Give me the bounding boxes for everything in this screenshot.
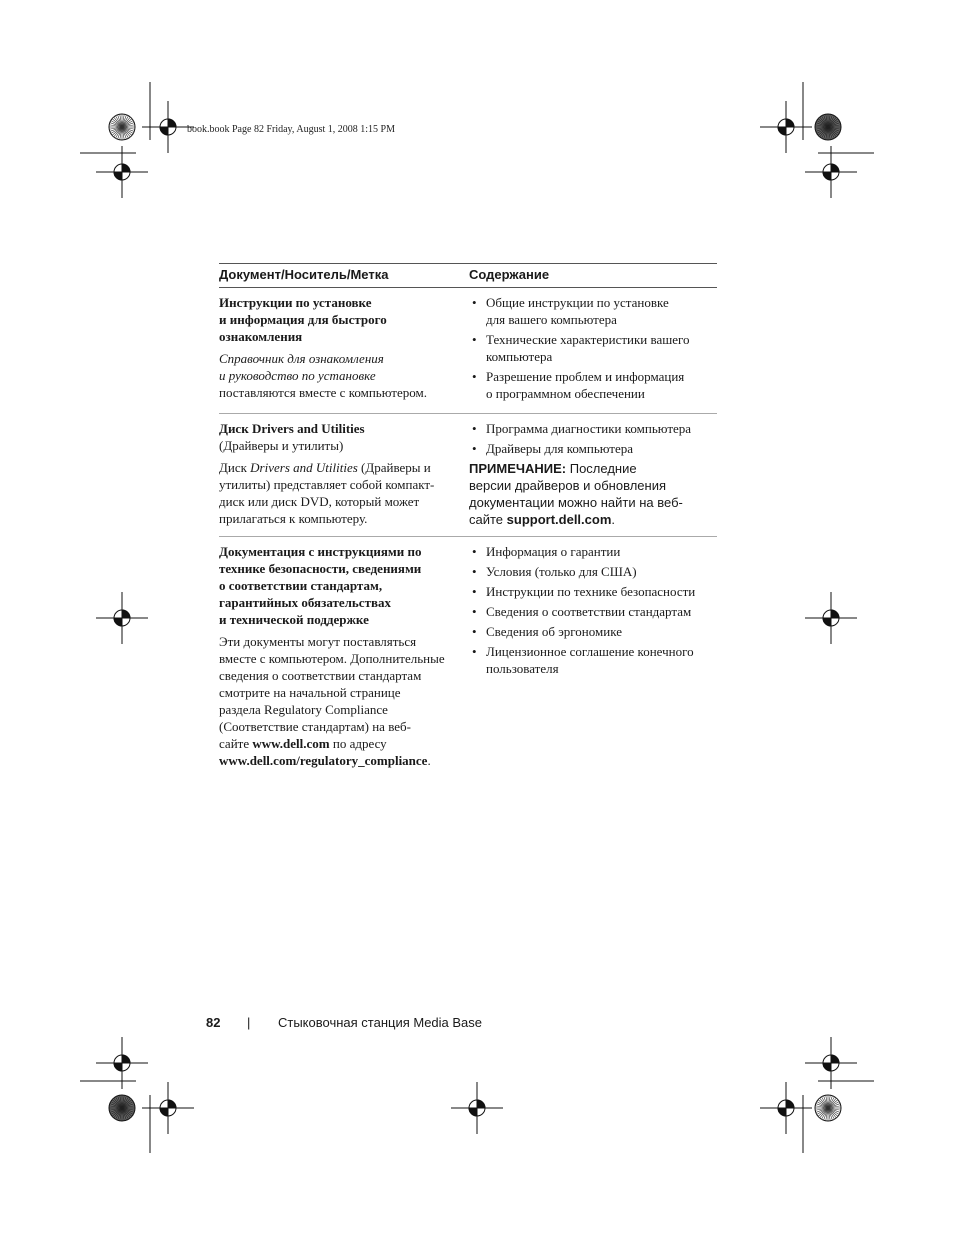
registration-mark-icon	[760, 101, 812, 153]
registration-mark-icon	[96, 146, 148, 198]
list-item: • Технические характеристики вашего компьютера	[472, 332, 690, 364]
document-cell	[219, 288, 469, 414]
note-block: ПРИМЕЧАНИЕ: Последние версии драйверов и обновления документации можно найти на веб- сайте support.dell.com.	[469, 461, 683, 527]
list-item: • Лицензионное соглашение конечного пользователя	[472, 644, 694, 676]
bullet-icon: •	[472, 421, 477, 436]
note-text: Последние версии драйверов и обновления документации можно найти на веб- сайте	[469, 461, 683, 527]
document-cell	[219, 414, 469, 537]
document-table	[219, 263, 717, 777]
footer-separator: |	[247, 1015, 251, 1030]
color-target-icon	[109, 114, 135, 140]
list-item: • Инструкции по технике безопасности	[472, 584, 696, 599]
contents-cell	[469, 537, 717, 778]
bullet-icon: •	[472, 369, 477, 384]
document-title: Инструкции по установке и информация для быстрого ознакомления	[219, 295, 387, 344]
contents-list	[469, 420, 717, 457]
contents-cell	[469, 288, 717, 414]
contents-list	[469, 294, 717, 402]
note-label: ПРИМЕЧАНИЕ:	[469, 461, 567, 476]
document-description	[219, 350, 469, 401]
bullet-icon: •	[472, 584, 477, 599]
table-row	[219, 537, 717, 778]
document-title: Документация с инструкциями по технике безопасности, сведениями о соответствии стандартам, гарантийных обязательствах и технической поддержке	[219, 544, 422, 627]
list-item: • Сведения об эргономике	[472, 624, 622, 639]
bullet-icon: •	[472, 332, 477, 347]
list-item: • Информация о гарантии	[472, 544, 621, 559]
description-italic: Drivers and Utilities	[250, 460, 358, 475]
bullet-icon: •	[472, 295, 477, 310]
contents-list	[469, 543, 717, 677]
list-item: • Драйверы для компьютера	[472, 441, 634, 456]
support-link[interactable]: support.dell.com	[506, 512, 612, 527]
color-target-icon	[109, 1095, 135, 1121]
document-title: Диск Drivers and Utilities	[219, 421, 365, 436]
footer-title: Стыковочная станция Media Base	[278, 1015, 483, 1030]
table-header-row	[219, 264, 717, 288]
page-number: 82	[206, 1015, 221, 1030]
list-item: • Общие инструкции по установке для вашего компьютера	[472, 295, 669, 327]
bullet-icon: •	[472, 544, 477, 559]
bullet-icon: •	[472, 624, 477, 639]
column-header-document: Документ/Носитель/Метка	[219, 264, 469, 288]
color-target-icon	[815, 114, 841, 140]
column-header-contents: Содержание	[469, 264, 717, 288]
slug-line: book.book Page 82 Friday, August 1, 2008 1:15 PM	[187, 124, 395, 135]
registration-mark-icon	[805, 146, 857, 198]
dell-link[interactable]: www.dell.com	[252, 736, 330, 751]
table-row	[219, 414, 717, 537]
registration-mark-icon	[96, 592, 148, 644]
list-item: • Условия (только для США)	[472, 564, 637, 579]
document-description: Эти документы могут поставляться вместе с компьютером. Дополнительные сведения о соответствии стандартам смотрите на начальной странице раздела Regulatory Compliance (Соответствие стандартам) на веб- сайте www.dell.com по адресу www.dell.com/regulatory_compliance.	[219, 634, 445, 768]
description-text: поставляются вместе с компьютером.	[219, 385, 427, 400]
document-subtitle: (Драйверы и утилиты)	[219, 438, 344, 453]
document-cell	[219, 537, 469, 778]
list-item: • Разрешение проблем и информация о программном обеспечении	[472, 369, 685, 401]
color-target-icon	[815, 1095, 841, 1121]
regulatory-link[interactable]: www.dell.com/regulatory_compliance	[219, 753, 428, 768]
document-description: Диск Drivers and Utilities (Драйверы и утилиты) представляет собой компакт- диск или диск DVD, который может прилагаться к компьютеру.	[219, 460, 435, 526]
contents-cell	[469, 414, 717, 537]
registration-mark-icon	[760, 1082, 812, 1134]
description-italic: Справочник для ознакомления и руководство по установке	[219, 351, 384, 383]
list-item: • Сведения о соответствии стандартам	[472, 604, 692, 619]
bullet-icon: •	[472, 604, 477, 619]
registration-mark-icon	[805, 592, 857, 644]
list-item: • Программа диагностики компьютера	[472, 421, 692, 436]
table-row	[219, 288, 717, 414]
bullet-icon: •	[472, 441, 477, 456]
bullet-icon: •	[472, 564, 477, 579]
bullet-icon: •	[472, 644, 477, 659]
registration-mark-icon	[451, 1082, 503, 1134]
page-footer	[206, 1015, 483, 1030]
